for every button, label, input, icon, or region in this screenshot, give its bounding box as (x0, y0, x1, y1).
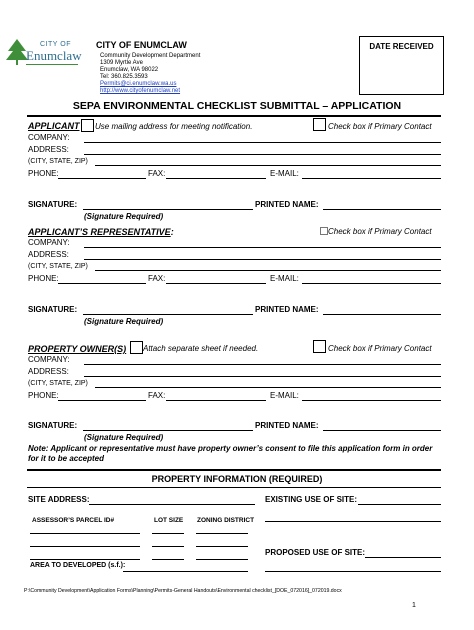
representative-heading-colon: : (170, 227, 174, 237)
zoning-label: ZONING DISTRICT (197, 517, 255, 524)
proposed-use-field[interactable] (365, 557, 441, 558)
zoning-field-3[interactable] (196, 559, 248, 560)
owner-city-field[interactable] (95, 387, 441, 388)
representative-address-field[interactable] (84, 259, 441, 260)
owner-fax-label: FAX: (148, 391, 166, 400)
org-addr2: Enumclaw, WA 98022 (100, 67, 159, 73)
owner-email-label: E-MAIL: (270, 391, 299, 400)
site-address-field[interactable] (89, 504, 255, 505)
mailing-address-checkbox[interactable] (81, 119, 94, 132)
mailing-address-note: Use mailing address for meeting notification. (95, 122, 253, 131)
applicant-email-label: E-MAIL: (270, 169, 299, 178)
owner-fax-field[interactable] (166, 400, 266, 401)
representative-address-label: ADDRESS: (28, 250, 69, 259)
org-name: CITY OF ENUMCLAW (96, 40, 187, 50)
consent-note: Note: Applicant or representative must have property owner’s consent to file this application form in order for it to be accepted (28, 444, 433, 463)
representative-phone-label: PHONE: (28, 274, 59, 283)
representative-printed-name-field[interactable] (323, 314, 441, 315)
representative-signature-required: (Signature Required) (84, 317, 164, 326)
applicant-company-field[interactable] (84, 142, 441, 143)
applicant-primary-contact-label: Check box if Primary Contact (328, 122, 432, 131)
representative-fax-label: FAX: (148, 274, 166, 283)
owner-printed-name-field[interactable] (323, 430, 441, 431)
applicant-printed-name-label: PRINTED NAME: (255, 200, 319, 209)
city-logo (4, 38, 80, 68)
representative-phone-field[interactable] (58, 283, 146, 284)
parcel-id-field-3[interactable] (30, 559, 140, 560)
lot-size-field-1[interactable] (152, 533, 184, 534)
parcel-id-label: ASSESSOR’S PARCEL ID# (32, 517, 115, 524)
owner-company-label: COMPANY: (28, 355, 70, 364)
property-heading: PROPERTY INFORMATION (REQUIRED) (151, 474, 323, 484)
owner-attach-checkbox[interactable] (130, 341, 143, 354)
site-address-label: SITE ADDRESS: (28, 495, 90, 504)
existing-use-field[interactable] (358, 504, 441, 505)
representative-city-field[interactable] (95, 270, 441, 271)
owner-address-label: ADDRESS: (28, 367, 69, 376)
proposed-use-label: PROPOSED USE OF SITE: (265, 548, 366, 557)
applicant-printed-name-field[interactable] (323, 209, 441, 210)
representative-heading (28, 227, 174, 237)
org-email-link[interactable]: Permits@ci.enumclaw.wa.us (100, 81, 177, 87)
applicant-email-field[interactable] (302, 178, 441, 179)
representative-primary-contact-checkbox[interactable] (320, 227, 328, 235)
owner-heading: PROPERTY OWNER(S) (28, 344, 127, 354)
representative-heading-text: APPLICANT’S REPRESENTATIVE (28, 227, 171, 237)
applicant-fax-field[interactable] (166, 178, 266, 179)
representative-email-field[interactable] (302, 283, 441, 284)
representative-signature-label: SIGNATURE: (28, 305, 78, 314)
logo-text-top: CITY OF (40, 41, 71, 48)
org-addr1: 1309 Myrtle Ave (100, 60, 143, 66)
page-number: 1 (412, 602, 416, 609)
owner-address-field[interactable] (84, 376, 441, 377)
representative-fax-field[interactable] (166, 283, 266, 284)
applicant-city-label: (CITY, STATE, ZIP) (28, 158, 88, 165)
area-developed-field[interactable] (123, 571, 248, 572)
owner-signature-label: SIGNATURE: (28, 421, 78, 430)
representative-city-label: (CITY, STATE, ZIP) (28, 263, 88, 270)
owner-primary-contact-checkbox[interactable] (313, 340, 326, 353)
zoning-field-2[interactable] (196, 546, 248, 547)
representative-primary-contact-label: Check box if Primary Contact (328, 227, 432, 236)
owner-attach-note: Attach separate sheet if needed. (143, 344, 259, 353)
lot-size-field-3[interactable] (152, 559, 184, 560)
org-tel: Tel: 360.825.3593 (100, 74, 148, 80)
logo-text-main: Enumclaw (26, 48, 82, 63)
property-bottom-divider (27, 487, 441, 488)
representative-signature-field[interactable] (83, 314, 253, 315)
owner-email-field[interactable] (302, 400, 441, 401)
zoning-field-1[interactable] (196, 533, 248, 534)
owner-phone-label: PHONE: (28, 391, 59, 400)
lot-size-field-2[interactable] (152, 546, 184, 547)
existing-use-field-2[interactable] (265, 521, 441, 522)
owner-signature-field[interactable] (83, 430, 253, 431)
parcel-id-field-2[interactable] (30, 546, 140, 547)
applicant-signature-required: (Signature Required) (84, 212, 164, 221)
logo-underline (26, 64, 78, 65)
applicant-phone-field[interactable] (58, 178, 146, 179)
title-divider (27, 115, 441, 117)
lot-size-label: LOT SIZE (154, 517, 184, 524)
date-received-box[interactable] (359, 36, 444, 95)
property-top-divider (27, 469, 441, 471)
parcel-id-field-1[interactable] (30, 533, 140, 534)
applicant-company-label: COMPANY: (28, 133, 70, 142)
representative-company-label: COMPANY: (28, 238, 70, 247)
proposed-use-field-2[interactable] (265, 571, 441, 572)
applicant-primary-contact-checkbox[interactable] (313, 118, 326, 131)
owner-company-field[interactable] (84, 364, 441, 365)
applicant-fax-label: FAX: (148, 169, 166, 178)
applicant-address-label: ADDRESS: (28, 145, 69, 154)
owner-printed-name-label: PRINTED NAME: (255, 421, 319, 430)
org-dept: Community Development Department (100, 53, 201, 59)
form-title: SEPA ENVIRONMENTAL CHECKLIST SUBMITTAL – APPLICATION (72, 100, 402, 112)
applicant-signature-label: SIGNATURE: (28, 200, 78, 209)
owner-signature-required: (Signature Required) (84, 433, 164, 442)
representative-printed-name-label: PRINTED NAME: (255, 305, 319, 314)
org-web-link[interactable]: http://www.cityofenumclaw.net (100, 88, 181, 94)
applicant-city-field[interactable] (95, 165, 441, 166)
date-received-label: DATE RECEIVED (369, 42, 434, 51)
applicant-phone-label: PHONE: (28, 169, 59, 178)
applicant-signature-field[interactable] (83, 209, 253, 210)
representative-email-label: E-MAIL: (270, 274, 299, 283)
area-developed-label: AREA TO DEVELOPED (s.f.): (30, 562, 126, 569)
owner-phone-field[interactable] (58, 400, 146, 401)
footer-path: P:\Community Development\Application Forms\Planning\Permits-General Handouts\Environmental checklist_[DOE_072016]_072019.docx (24, 588, 342, 594)
owner-city-label: (CITY, STATE, ZIP) (28, 380, 88, 387)
applicant-address-field[interactable] (84, 154, 441, 155)
owner-primary-contact-label: Check box if Primary Contact (328, 344, 432, 353)
representative-company-field[interactable] (84, 247, 441, 248)
applicant-heading: APPLICANT (28, 121, 80, 131)
existing-use-label: EXISTING USE OF SITE: (265, 495, 358, 504)
